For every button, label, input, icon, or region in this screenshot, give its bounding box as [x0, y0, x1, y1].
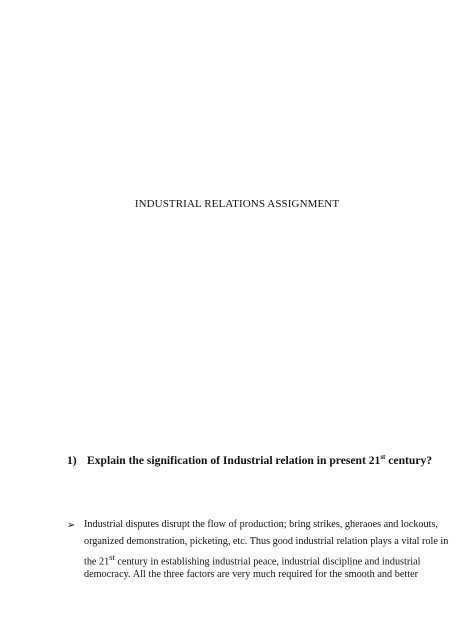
paragraph-line-2: organized demonstration, picketing, etc. Thus good industrial relation plays a vital role in	[84, 536, 449, 547]
paragraph-line-3	[84, 552, 421, 568]
paragraph-line-4: democracy. All the three factors are very much required for the smooth and better	[84, 569, 418, 580]
paragraph-line-3-end: century in establishing industrial peace, industrial discipline and industrial	[114, 556, 421, 568]
question-number: 1)	[67, 454, 77, 467]
question-heading	[67, 454, 432, 467]
question-superscript: st	[380, 453, 386, 462]
paragraph-line-3-superscript: st	[109, 552, 115, 562]
question-text: Explain the signification of Industrial relation in present 21	[87, 454, 381, 467]
question-text-end: century?	[385, 454, 433, 467]
paragraph-line-1: Industrial disputes disrupt the flow of production; bring strikes, gheraoes and lockouts,	[84, 519, 438, 530]
arrow-bullet-icon: ➢	[67, 520, 76, 531]
document-title: INDUSTRIAL RELATIONS ASSIGNMENT	[134, 198, 340, 210]
paragraph-line-3-start: the 21	[84, 556, 110, 568]
